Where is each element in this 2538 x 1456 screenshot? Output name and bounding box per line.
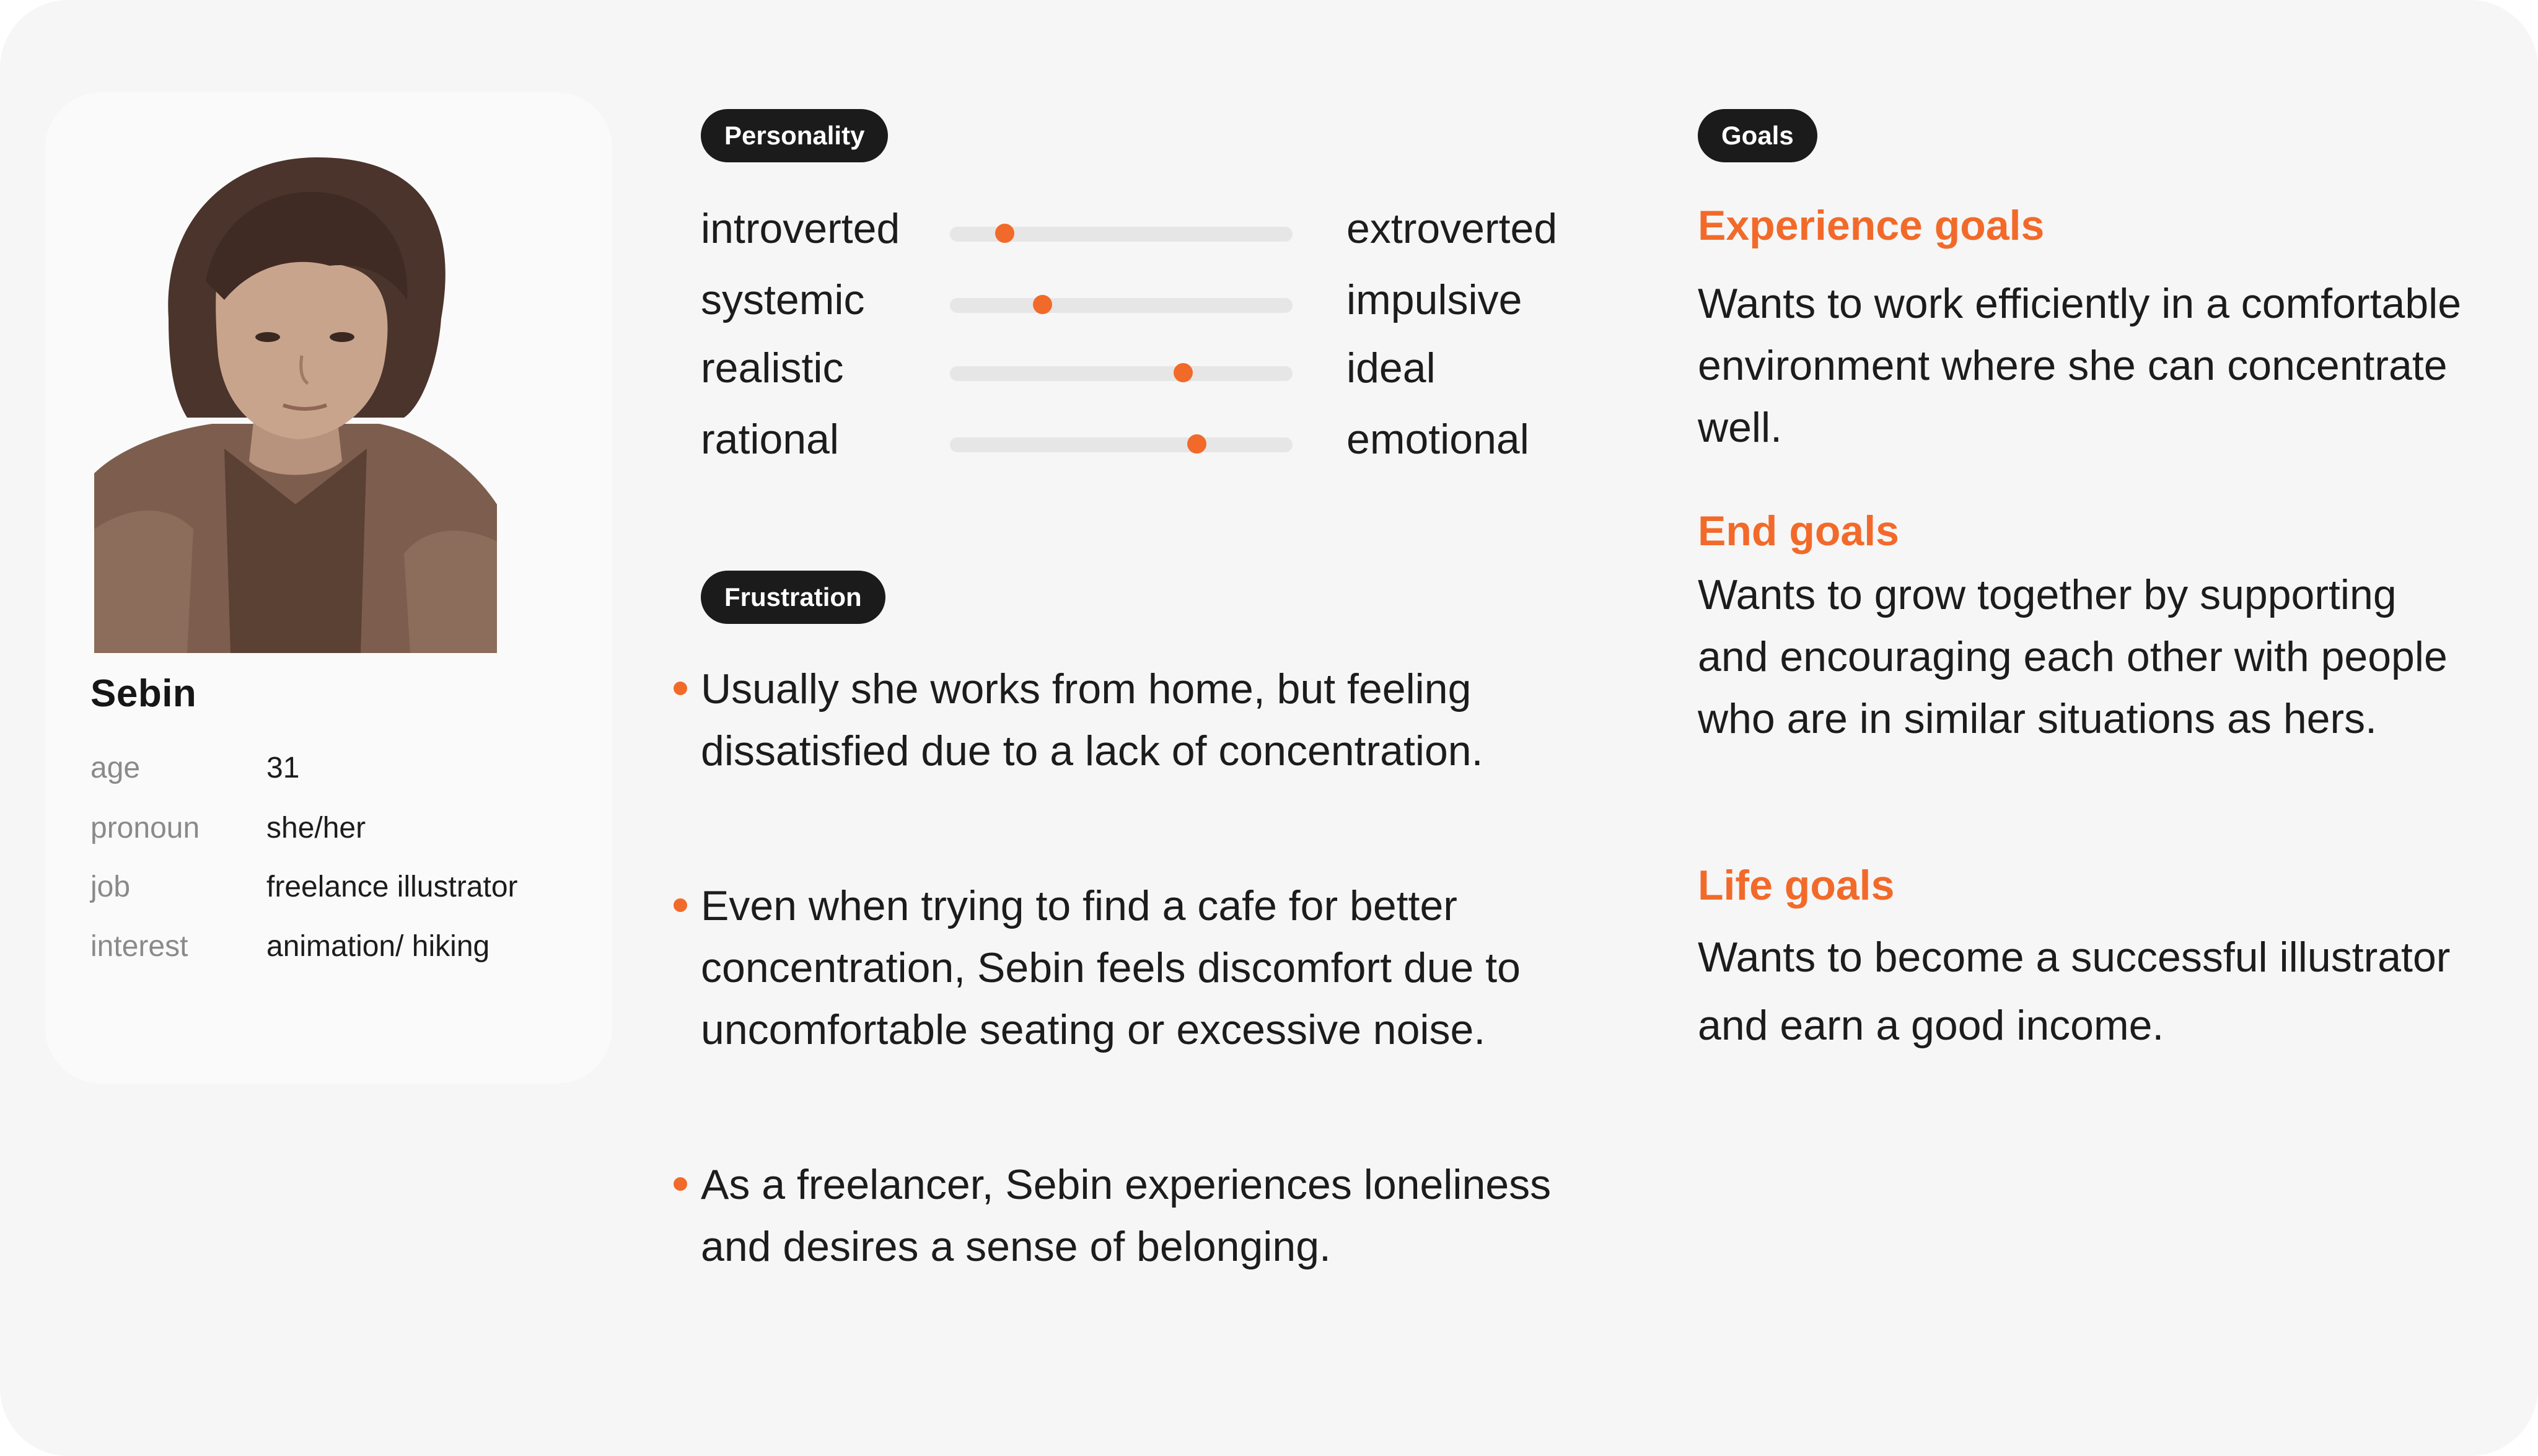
- trait-left-label: introverted: [701, 205, 900, 252]
- bullet-dot-icon: [674, 682, 687, 695]
- bullet-dot-icon: [674, 898, 687, 912]
- persona-name: Sebin: [90, 672, 197, 715]
- goal-title: Life goals: [1698, 862, 1895, 909]
- info-label: interest: [90, 930, 188, 963]
- trait-slider: [950, 227, 1293, 242]
- info-value: freelance illustrator: [266, 871, 518, 903]
- personality-pill: Personality: [701, 109, 888, 162]
- frustration-item: [701, 658, 1624, 782]
- info-value: animation/ hiking: [266, 930, 490, 963]
- info-label: pronoun: [90, 812, 200, 844]
- frustration-text: As a freelancer, Sebin experiences loneliness and desires a sense of belonging.: [701, 1161, 1552, 1270]
- frustration-item: [701, 1154, 1624, 1278]
- goal-title: Experience goals: [1698, 202, 2045, 249]
- trait-marker: [1187, 434, 1206, 454]
- trait-marker: [995, 224, 1014, 243]
- frustration-text: Usually she works from home, but feeling dissatisfied due to a lack of concentration.: [701, 665, 1483, 774]
- frustration-pill: Frustration: [701, 571, 885, 624]
- trait-left-label: rational: [701, 416, 840, 463]
- info-label: age: [90, 752, 141, 784]
- person-portrait-icon: [94, 157, 497, 653]
- trait-marker: [1033, 295, 1052, 314]
- trait-left-label: systemic: [701, 276, 865, 323]
- goal-text: Wants to work efficiently in a comfortable environment where she can concentrate well.: [1698, 280, 2462, 451]
- frustration-item: [701, 875, 1624, 1061]
- info-label: job: [90, 871, 131, 903]
- trait-marker: [1174, 363, 1193, 382]
- info-value: 31: [266, 752, 300, 784]
- trait-right-label: impulsive: [1346, 276, 1522, 323]
- goal-text: Wants to become a successful illustrator and earn a good income.: [1698, 934, 2451, 1049]
- trait-slider: [950, 437, 1293, 452]
- trait-slider: [950, 366, 1293, 381]
- trait-right-label: extroverted: [1346, 205, 1558, 252]
- goal-title: End goals: [1698, 507, 1899, 555]
- goal-text: Wants to grow together by supporting and encouraging each other with people who are in similar situations as hers.: [1698, 571, 2448, 742]
- trait-right-label: emotional: [1346, 416, 1529, 463]
- bullet-dot-icon: [674, 1177, 687, 1191]
- goals-pill: Goals: [1698, 109, 1817, 162]
- trait-right-label: ideal: [1346, 344, 1436, 392]
- trait-slider: [950, 298, 1293, 313]
- info-value: she/her: [266, 812, 366, 844]
- profile-card: [45, 92, 612, 1084]
- trait-left-label: realistic: [701, 344, 844, 392]
- frustration-text: Even when trying to find a cafe for better concentration, Sebin feels discomfort due to uncomfortable seating or excessive noise.: [701, 882, 1521, 1053]
